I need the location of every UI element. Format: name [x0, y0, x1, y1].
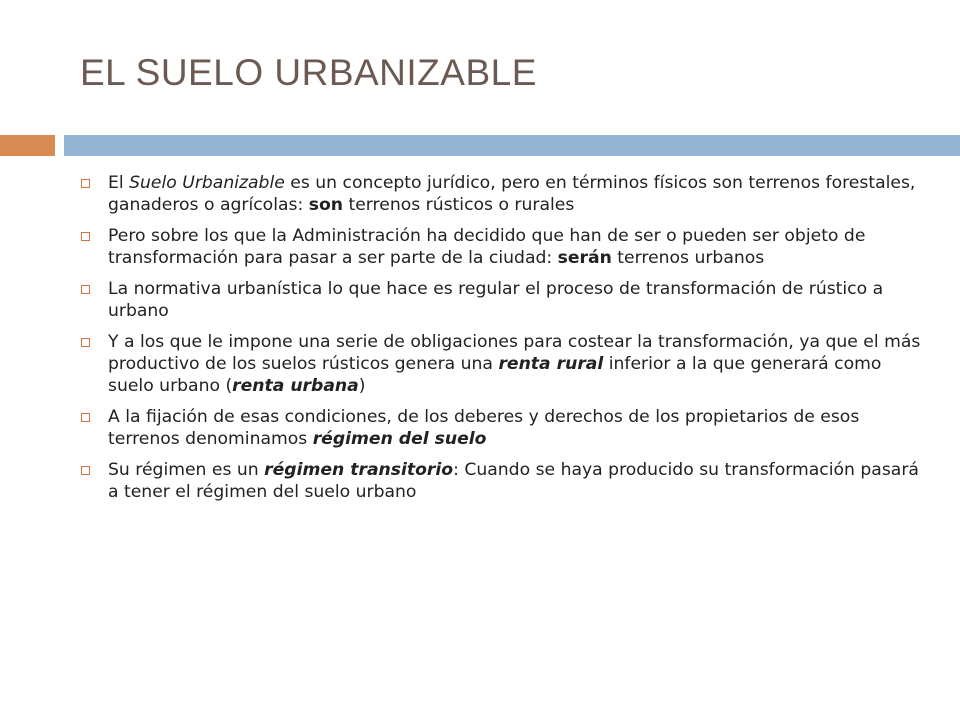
bullet-text [108, 332, 920, 396]
bullet-text-segment: A la fijación de esas condiciones, de los deberes y derechos de los propietarios de esos terrenos denominamos [108, 407, 860, 449]
bullet-text-segment: renta rural [498, 354, 604, 374]
bullet-text [108, 407, 859, 449]
bullet-item [80, 459, 930, 503]
square-bullet-icon [81, 413, 90, 422]
square-bullet-icon [81, 338, 90, 347]
square-bullet-icon [81, 232, 90, 241]
bullet-item [80, 331, 930, 397]
bullet-item [80, 278, 930, 322]
bullet-text-segment: serán [557, 248, 612, 268]
bullet-text-segment: El [108, 173, 130, 193]
bullet-text [108, 460, 919, 502]
bullet-text-segment: Y a los que le impone una serie de obligaciones para costear la transformación, ya que el más productivo de los suelos rústicos genera una [108, 332, 921, 374]
bullet-list [80, 172, 930, 503]
bullet-text-segment: régimen transitorio [264, 460, 454, 480]
bullet-text-segment: renta urbana [232, 376, 359, 396]
accent-bar-right [64, 135, 960, 156]
bullet-text-segment: La normativa urbanística lo que hace es regular el proceso de transformación de rústico a urbano [108, 279, 884, 321]
bullet-text-segment: terrenos rústicos o rurales [343, 195, 575, 215]
bullet-text [108, 173, 915, 215]
accent-bar-left [0, 135, 55, 156]
bullet-item [80, 225, 930, 269]
slide-content [80, 172, 930, 512]
bullet-text-segment: Su régimen es un [108, 460, 265, 480]
bullet-text-segment: Suelo Urbanizable [129, 173, 285, 193]
square-bullet-icon [81, 466, 90, 475]
bullet-text-segment: : Cuando se haya producido su transformación pasará a tener el régimen del suelo urbano [108, 460, 919, 502]
square-bullet-icon [81, 285, 90, 294]
bullet-text-segment: es un concepto jurídico, pero en términos físicos son terrenos forestales, ganaderos o agrícolas: [108, 173, 916, 215]
bullet-text-segment: inferior a la que generará como suelo urbano ( [108, 354, 882, 396]
square-bullet-icon [81, 179, 90, 188]
slide-title: EL SUELO URBANIZABLE [80, 52, 537, 93]
bullet-text-segment: terrenos urbanos [611, 248, 765, 268]
bullet-text-segment: son [308, 195, 344, 215]
bullet-item [80, 172, 930, 216]
bullet-item [80, 406, 930, 450]
bullet-text-segment: Pero sobre los que la Administración ha decidido que han de ser o pueden ser objeto de transformación para pasar a ser parte de la ciudad: [108, 226, 866, 268]
bullet-text [108, 279, 883, 321]
bullet-text-segment: régimen del suelo [312, 429, 487, 449]
bullet-text [108, 226, 865, 268]
bullet-text-segment: ) [358, 376, 366, 396]
